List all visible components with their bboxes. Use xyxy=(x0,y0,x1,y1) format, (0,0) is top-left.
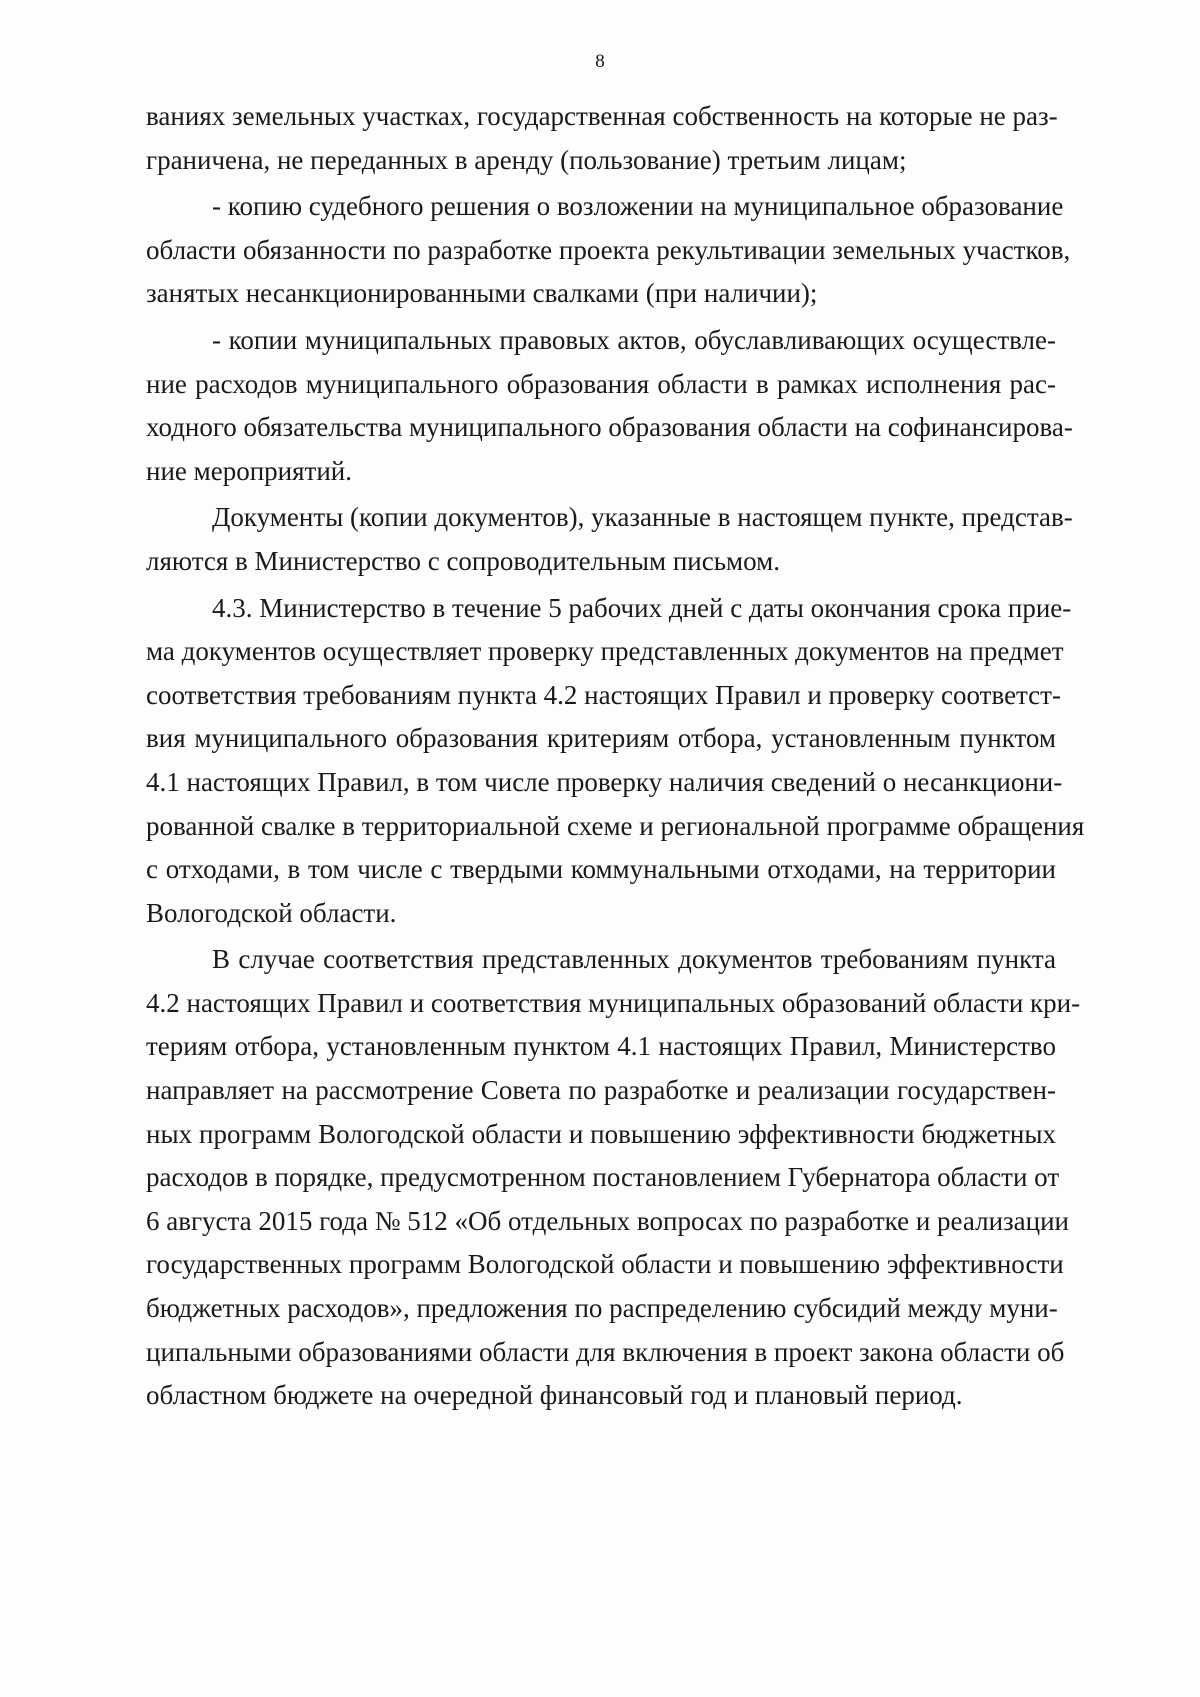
text-line: занятых несанкционированными свалками (при наличии); xyxy=(146,278,818,309)
text-line: - копию судебного решения о возложении на муниципальное образование xyxy=(212,191,1064,222)
text-line: областном бюджете на очередной финансовый год и плановый период. xyxy=(146,1380,963,1411)
text-line: териям отбора, установленным пунктом 4.1 настоящих Правил, Министерство xyxy=(146,1031,1056,1062)
text-line: рованной свалке в территориальной схеме и региональной программе обращения xyxy=(146,810,1085,841)
text-line: вия муниципального образования критериям отбора, установленным пунктом xyxy=(146,723,1056,754)
page-number: 8 xyxy=(595,51,605,72)
paragraph-section-4-3 xyxy=(146,587,1085,936)
document-body xyxy=(146,95,1085,1418)
text-line: В случае соответствия представленных документов требованиям пункта xyxy=(212,944,1056,975)
paragraph-compliance-case xyxy=(146,938,1081,1418)
paragraph-municipal-acts xyxy=(146,319,1073,493)
text-line: Вологодской области. xyxy=(146,897,397,928)
text-line: - копии муниципальных правовых актов, обуславливающих осуществле- xyxy=(212,324,1056,355)
text-line: соответствия требованиям пункта 4.2 настоящих Правил и проверку соответст- xyxy=(146,679,1061,710)
paragraph-continuation xyxy=(146,95,1056,182)
text-line: государственных программ Вологодской области и повышению эффективности xyxy=(146,1249,1064,1280)
text-line: ных программ Вологодской области и повышению эффективности бюджетных xyxy=(146,1118,1056,1149)
text-line: 4.2 настоящих Правил и соответствия муниципальных образований области кри- xyxy=(146,987,1081,1018)
text-line: граничена, не переданных в аренду (пользование) третьим лицам; xyxy=(146,144,907,175)
text-line: ципальными образованиями области для включения в проект закона области об xyxy=(146,1336,1065,1367)
text-line: ваниях земельных участках, государственная собственность на которые не раз- xyxy=(146,101,1058,131)
text-line: Документы (копии документов), указанные в настоящем пункте, представ- xyxy=(212,502,1073,533)
text-line: области обязанности по разработке проекта рекультивации земельных участков, xyxy=(146,234,1071,265)
text-line: ние мероприятий. xyxy=(146,455,352,486)
text-line: 6 августа 2015 года № 512 «Об отдельных вопросах по разработке и реализации xyxy=(146,1205,1070,1236)
text-line: 4.3. Министерство в течение 5 рабочих дней с даты окончания срока прие- xyxy=(212,592,1072,623)
text-line: 4.1 настоящих Правил, в том числе проверку наличия сведений о несанкциони- xyxy=(146,766,1063,797)
text-line: ма документов осуществляет проверку представленных документов на предмет xyxy=(146,636,1064,667)
text-line: направляет на рассмотрение Совета по разработке и реализации государствен- xyxy=(146,1075,1056,1106)
text-line: бюджетных расходов», предложения по распределению субсидий между муни- xyxy=(146,1293,1058,1324)
text-line: ние расходов муниципального образования области в рамках исполнения рас- xyxy=(146,368,1056,399)
paragraph-court-decision xyxy=(146,185,1071,316)
text-line: с отходами, в том числе с твердыми коммунальными отходами, на территории xyxy=(146,854,1056,885)
text-line: ляются в Министерство с сопроводительным письмом. xyxy=(146,545,780,576)
text-line: ходного обязательства муниципального образования области на софинансирова- xyxy=(146,412,1073,443)
text-line: расходов в порядке, предусмотренном постановлением Губернатора области от xyxy=(146,1162,1060,1193)
paragraph-documents-submission xyxy=(146,496,1073,583)
